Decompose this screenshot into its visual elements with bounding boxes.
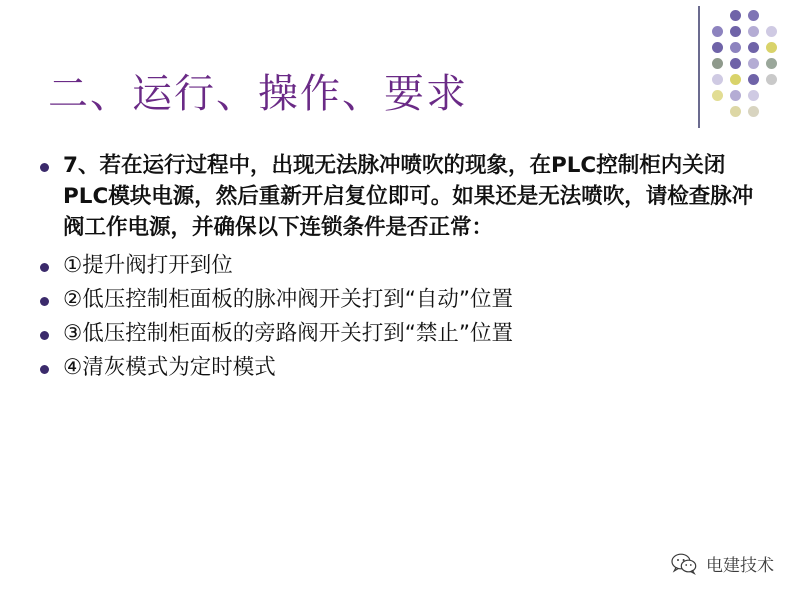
- decor-dot: [766, 42, 777, 53]
- list-item-text: ①提升阀打开到位: [63, 252, 233, 278]
- decor-dot: [766, 58, 777, 69]
- list-item: [40, 250, 756, 281]
- decor-dot: [748, 26, 759, 37]
- vertical-rule: [698, 6, 700, 128]
- decor-dot: [748, 58, 759, 69]
- decor-dot: [730, 106, 741, 117]
- list-item: [40, 150, 756, 244]
- wechat-icon: [671, 553, 697, 575]
- bullet-marker-icon: [40, 331, 49, 340]
- list-item-text: 7、若在运行过程中，出现无法脉冲喷吹的现象，在PLC控制柜内关闭PLC模块电源，然后重新开启复位即可。如果还是无法喷吹，请检查脉冲阀工作电源，并确保以下连锁条件是否正常：: [63, 153, 754, 241]
- page-title: 二、运行、操作、要求: [48, 71, 468, 117]
- decor-dot: [730, 90, 741, 101]
- decor-dot: [766, 74, 777, 85]
- list-item-text: ②低压控制柜面板的脉冲阀开关打到“自动”位置: [63, 286, 514, 312]
- decor-dot: [712, 58, 723, 69]
- decor-dot: [748, 10, 759, 21]
- decor-dot: [748, 42, 759, 53]
- bullet-marker-icon: [40, 163, 49, 172]
- decor-dot: [748, 74, 759, 85]
- bullet-marker-icon: [40, 263, 49, 272]
- bullet-marker-icon: [40, 365, 49, 374]
- decor-dot: [748, 106, 759, 117]
- footer-label: 电建技术: [706, 556, 774, 576]
- decor-dot: [712, 90, 723, 101]
- decor-dot: [712, 26, 723, 37]
- footer-watermark: [671, 551, 774, 576]
- decor-dot: [730, 10, 741, 21]
- list-item-text: ③低压控制柜面板的旁路阀开关打到“禁止”位置: [63, 320, 514, 346]
- list-item: [40, 318, 756, 349]
- decor-dot: [712, 42, 723, 53]
- decor-dot: [730, 42, 741, 53]
- list-item: [40, 284, 756, 315]
- decor-dot: [730, 58, 741, 69]
- decorative-dot-grid: [702, 10, 786, 122]
- decor-dot: [730, 74, 741, 85]
- bullet-marker-icon: [40, 297, 49, 306]
- decor-dot: [712, 74, 723, 85]
- list-item: [40, 352, 756, 383]
- decor-dot: [730, 26, 741, 37]
- decor-dot: [766, 26, 777, 37]
- bullet-list: [40, 150, 756, 386]
- list-item-text: ④清灰模式为定时模式: [63, 355, 276, 381]
- decor-dot: [748, 90, 759, 101]
